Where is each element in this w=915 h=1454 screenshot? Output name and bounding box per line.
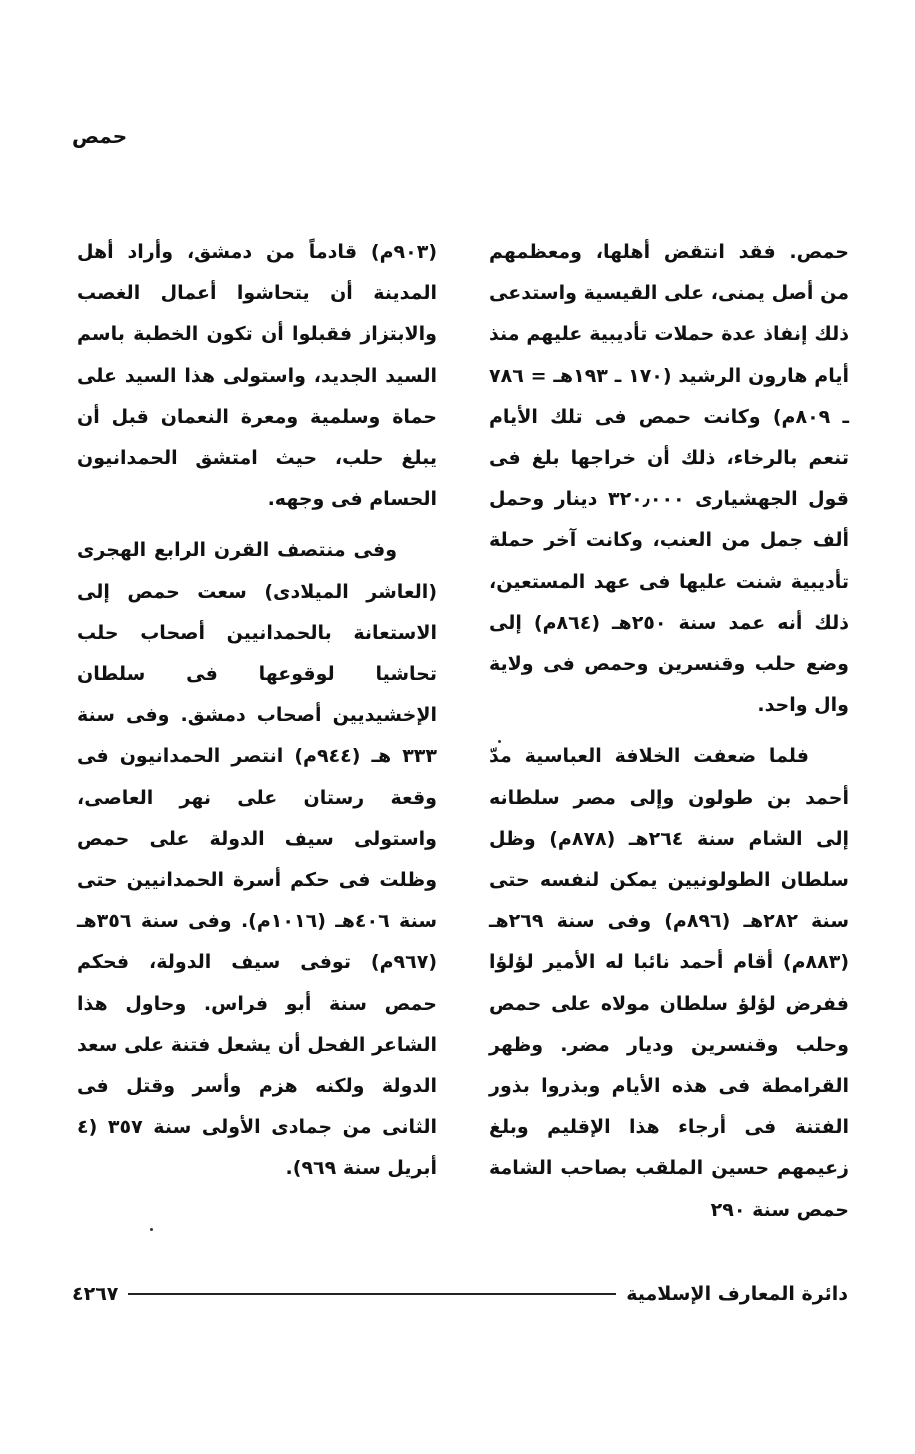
paragraph: فلما ضعفت الخلافة العباسية مدّ أحمد بن طولون وإلى مصر سلطانه إلى الشام سنة ٢٦٤هـ (٨٧٨م) وظل سلطان الطولونيين يمكن لنفسه حتى سنة ٢٨٢هـ (٨٩٦م) وفى سنة ٢٦٩هـ (٨٨٣م) أقام أحمد نائبا له الأمير لؤلؤا ففرض لؤلؤ سلطان مولاه على حمص وحلب وقنسرين وديار مضر. وظهر القرامطة فى هذه الأيام وبذروا بذور الفتنة فى أرجاء هذا الإقليم وبلغ زعيمهم حسين الملقب بصاحب الشامة حمص سنة ٢٩٠ (489, 745, 850, 1221)
paragraph: حمص. فقد انتقض أهلها، ومعظمهم من أصل يمنى، على القيسية واستدعى ذلك إنفاذ عدة حملات تأديبية عليهم منذ أيام هارون الرشيد (١٧٠ ـ ١٩٣هـ = ٧٨٦ ـ ٨٠٩م) وكانت حمص فى تلك الأيام تنعم بالرخاء، ذلك أن خراجها بلغ فى قول الجهشيارى ٣٢٠٫٠٠٠ دينار وحمل ألف جمل من العنب، وكانت آخر حملة تأديبية شنت عليها فى عهد المستعين، ذلك أنه عمد سنة ٢٥٠هـ (٨٦٤م) إلى وضع حلب وقنسرين وحمص فى ولاية وال واحد. (489, 241, 850, 717)
scan-speck (498, 740, 501, 743)
scan-speck (150, 1228, 153, 1231)
publication-title: دائرة المعارف الإسلامية (626, 1283, 848, 1305)
footer-rule (128, 1293, 616, 1295)
right-column (489, 232, 849, 1231)
paragraph: وفى منتصف القرن الرابع الهجرى (العاشر الميلادى) سعت حمص إلى الاستعانة بالحمدانيين أصحاب حلب تحاشيا لوقوعها فى سلطان الإخشيديين أصحاب دمشق. وفى سنة ٣٣٣ هـ (٩٤٤م) انتصر الحمدانيون فى وقعة رستان على نهر العاصى، واستولى سيف الدولة على حمص وظلت فى حكم أسرة الحمدانيين حتى سنة ٤٠٦هـ (١٠١٦م). وفى سنة ٣٥٦هـ (٩٦٧م) توفى سيف الدولة، فحكم حمص سنة أبو فراس. وحاول هذا الشاعر الفحل أن يشعل فتنة على سعد الدولة ولكنه هزم وأسر وقتل فى الثانى من جمادى الأولى سنة ٣٥٧ (٤ أبريل سنة ٩٦٩). (77, 539, 438, 1180)
paragraph: (٩٠٣م) قادماً من دمشق، وأراد أهل المدينة أن يتحاشوا أعمال الغصب والابتزاز فقبلوا أن تكون الخطبة باسم السيد الجديد، واستولى هذا السيد على حماة وسلمية ومعرة النعمان قبل أن يبلغ حلب، حيث امتشق الحمدانيون الحسام فى وجهه. (77, 241, 437, 511)
page-footer (72, 1277, 848, 1311)
page-number: ٤٢٦٧ (72, 1283, 119, 1305)
running-title: حمص (72, 124, 128, 148)
left-column (77, 232, 437, 1190)
